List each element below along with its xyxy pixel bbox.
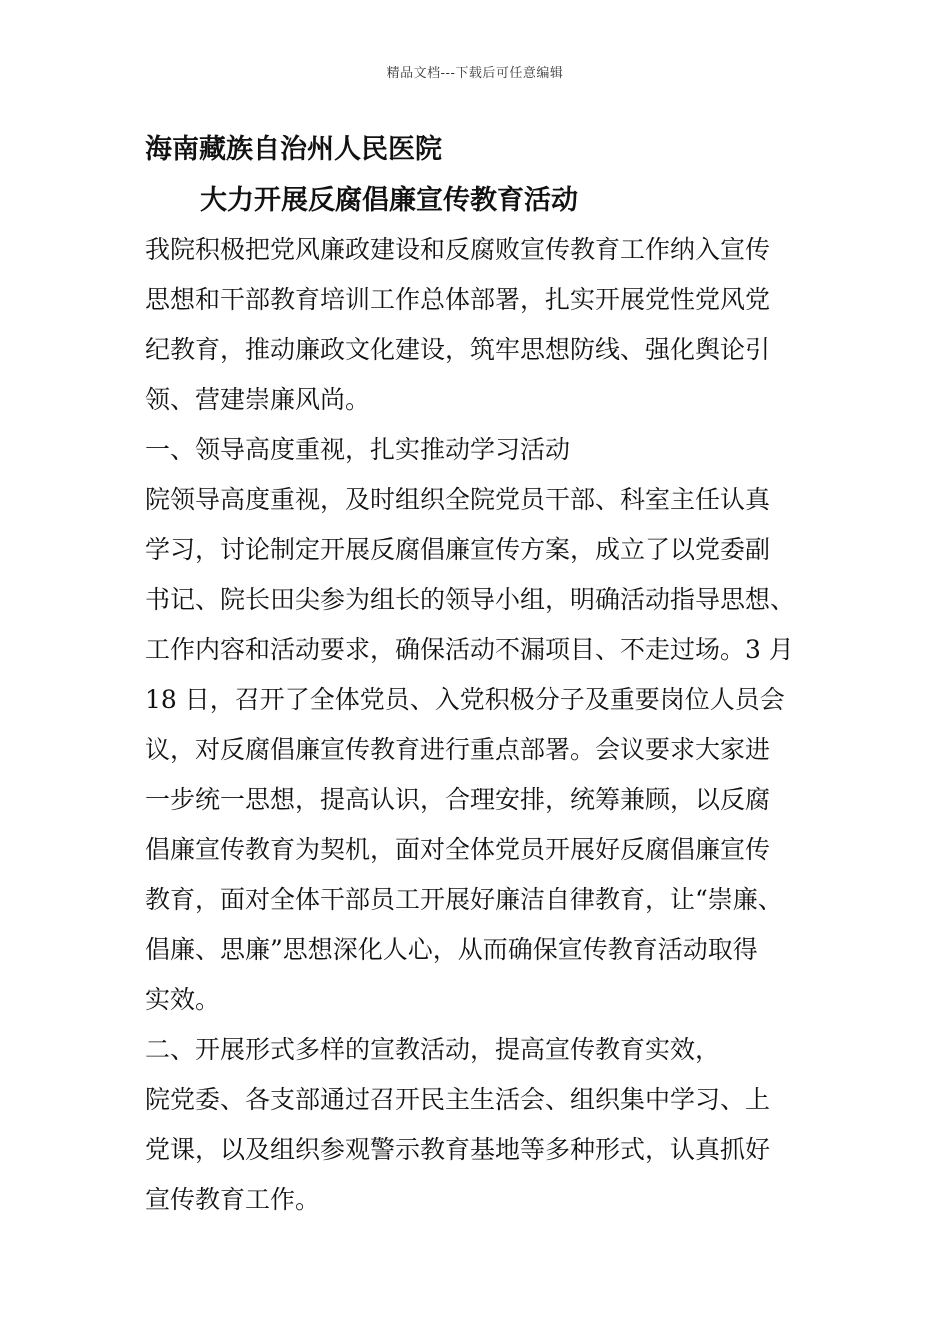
body-line: 我院积极把党风廉政建设和反腐败宣传教育工作纳入宣传 xyxy=(145,235,771,264)
body-line: 宣传教育工作。 xyxy=(145,1185,321,1214)
body-line: 倡廉宣传教育为契机，面对全体党员开展好反腐倡廉宣传 xyxy=(145,835,771,864)
body-line: 倡廉、思廉”思想深化人心，从而确保宣传教育活动取得 xyxy=(145,935,758,964)
body-line: 领、营建崇廉风尚。 xyxy=(145,385,371,414)
body-line: 学习，讨论制定开展反腐倡廉宣传方案，成立了以党委副 xyxy=(145,535,771,564)
body-line: 18 日，召开了全体党员、入党积极分子及重要岗位人员会 xyxy=(145,685,785,714)
body-line: 一步统一思想，提高认识，合理安排，统筹兼顾，以反腐 xyxy=(145,785,771,814)
document-title: 海南藏族自治州人民医院 xyxy=(145,134,442,165)
body-line: 思想和干部教育培训工作总体部署，扎实开展党性党风党 xyxy=(145,285,771,314)
section-heading-1: 一、领导高度重视，扎实推动学习活动 xyxy=(145,435,571,464)
body-line: 教育，面对全体干部员工开展好廉洁自律教育，让“崇廉、 xyxy=(145,885,783,914)
section-heading-2: 二、开展形式多样的宣教活动，提高宣传教育实效， xyxy=(145,1035,721,1064)
body-line: 院党委、各支部通过召开民主生活会、组织集中学习、上 xyxy=(145,1085,771,1114)
header-note: 精品文档---下载后可任意编辑 xyxy=(386,66,564,81)
body-line: 议，对反腐倡廉宣传教育进行重点部署。会议要求大家进 xyxy=(145,735,771,764)
document-body xyxy=(145,225,810,1225)
body-line: 纪教育，推动廉政文化建设，筑牢思想防线、强化舆论引 xyxy=(145,335,771,364)
document-subtitle: 大力开展反腐倡廉宣传教育活动 xyxy=(200,185,578,216)
body-line: 党课，以及组织参观警示教育基地等多种形式，认真抓好 xyxy=(145,1135,771,1164)
body-line: 实效。 xyxy=(145,985,221,1014)
body-line: 书记、院长田尖参为组长的领导小组，明确活动指导思想、 xyxy=(145,585,796,614)
body-line: 院领导高度重视，及时组织全院党员干部、科室主任认真 xyxy=(145,485,771,514)
body-line: 工作内容和活动要求，确保活动不漏项目、不走过场。3 月 xyxy=(145,635,794,664)
